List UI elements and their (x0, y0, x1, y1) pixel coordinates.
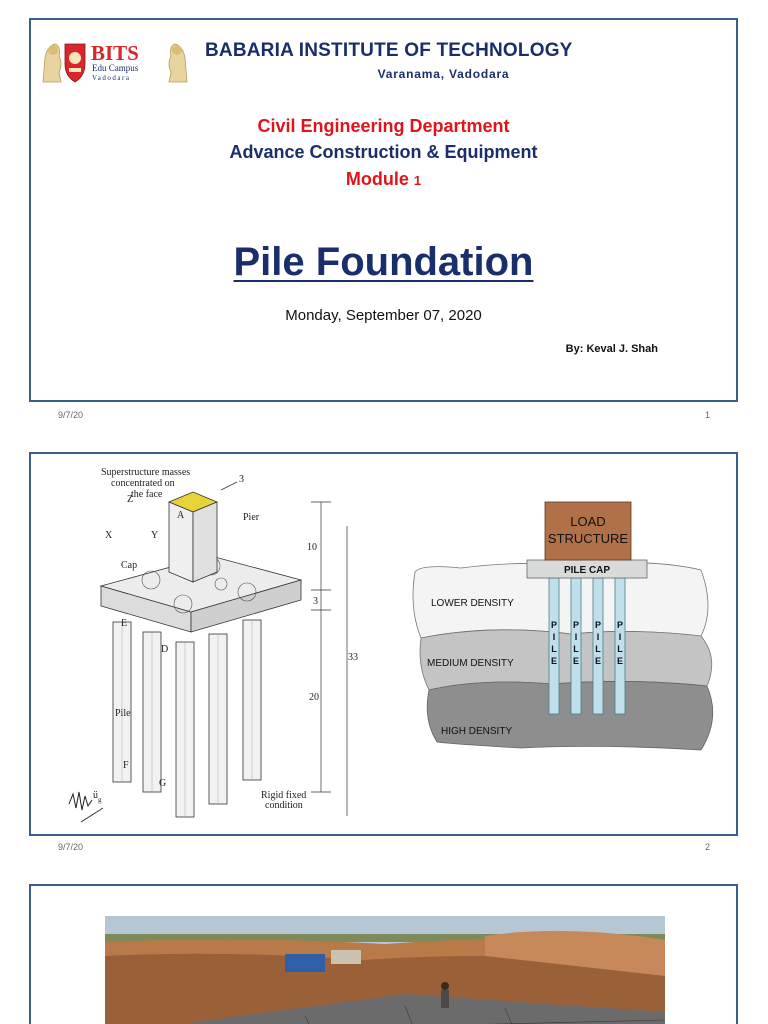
construction-site-photo (105, 916, 665, 1024)
diagram-label: L (617, 644, 623, 654)
fixed-line2: condition (265, 800, 303, 811)
institute-name: BABARIA INSTITUTE OF TECHNOLOGY (205, 40, 573, 61)
diagram-label: P (550, 620, 558, 630)
label-f: F (123, 760, 129, 771)
diagram-label: L (573, 644, 579, 654)
axis-x: X (105, 530, 113, 541)
load-line1: LOAD (570, 514, 606, 529)
presentation-date: Monday, September 07, 2020 (285, 307, 482, 324)
label-a: A (177, 510, 185, 521)
note-line1: Superstructure masses (101, 467, 191, 478)
slide-2 (29, 452, 738, 836)
lower-density-label: LOWER DENSITY (431, 598, 514, 609)
label-ug-sub: g (98, 796, 102, 804)
dim-top: 3 (239, 474, 244, 485)
diagram-label: I (574, 632, 578, 642)
high-density-label: HIGH DENSITY (441, 726, 513, 737)
axis-y: Y (151, 530, 159, 541)
label-ug-base: ü (93, 790, 98, 801)
label-e: E (121, 618, 128, 629)
institute-location: Varanama, Vadodara (377, 67, 510, 81)
module-number: 1 (413, 173, 422, 188)
slide-1 (29, 18, 738, 402)
module-label: Module (345, 169, 409, 189)
module-heading (31, 169, 736, 190)
ground-motion-icon (69, 792, 92, 810)
page-number-1: 1 (705, 410, 711, 420)
pier (169, 492, 217, 582)
note-line3: the face (131, 489, 163, 500)
label-g: G (159, 778, 167, 789)
dimension-lines (221, 482, 347, 816)
slide-title-text: Pile Foundation (233, 240, 534, 284)
slide-title (31, 240, 736, 285)
diagram-label: E (572, 656, 580, 666)
diagram-label: E (594, 656, 602, 666)
dim-10: 10 (307, 542, 317, 553)
medium-density-label: MEDIUM DENSITY (427, 658, 514, 669)
label-d: D (161, 644, 169, 655)
fixed-line1: Rigid fixed (261, 790, 307, 801)
pile-model-diagram (61, 462, 361, 826)
diagram-label: P (616, 620, 624, 630)
high-density-layer (427, 681, 713, 750)
diagram-label: BITS (91, 41, 139, 65)
diagram-label: I (618, 632, 622, 642)
diagram-label: Vadodara (92, 74, 131, 82)
dim-33: 33 (348, 652, 358, 663)
author: By: Keval J. Shah (565, 343, 658, 355)
department: Civil Engineering Department (257, 116, 510, 136)
load-line2: STRUCTURE (547, 531, 629, 546)
diagram-label: Edu Campus (92, 63, 139, 73)
axis-z: Z (127, 494, 134, 505)
footer-date-2: 9/7/20 (58, 842, 84, 852)
diagram-label: E (616, 656, 624, 666)
piles (113, 620, 261, 817)
dim-3: 3 (313, 596, 318, 607)
diagram-label: P (572, 620, 580, 630)
dim-20: 20 (309, 692, 319, 703)
footer-date-1: 9/7/20 (58, 410, 84, 420)
label-ug (93, 790, 102, 804)
diagram-label: L (595, 644, 601, 654)
label-cap: Cap (121, 560, 138, 571)
page-number-2: 2 (705, 842, 711, 852)
diagram-label: P (594, 620, 602, 630)
label-pier: Pier (243, 512, 260, 523)
pile-cap-label: PILE CAP (563, 565, 611, 576)
diagram-label: L (551, 644, 557, 654)
label-pile: Pile (115, 708, 131, 719)
slide-3 (29, 884, 738, 1024)
diagram-label: E (550, 656, 558, 666)
diagram-label: I (552, 632, 556, 642)
course-name: Advance Construction & Equipment (229, 142, 538, 162)
soil-density-diagram (401, 498, 721, 758)
note-line2: concentrated on (111, 478, 175, 489)
diagram-label: I (596, 632, 600, 642)
